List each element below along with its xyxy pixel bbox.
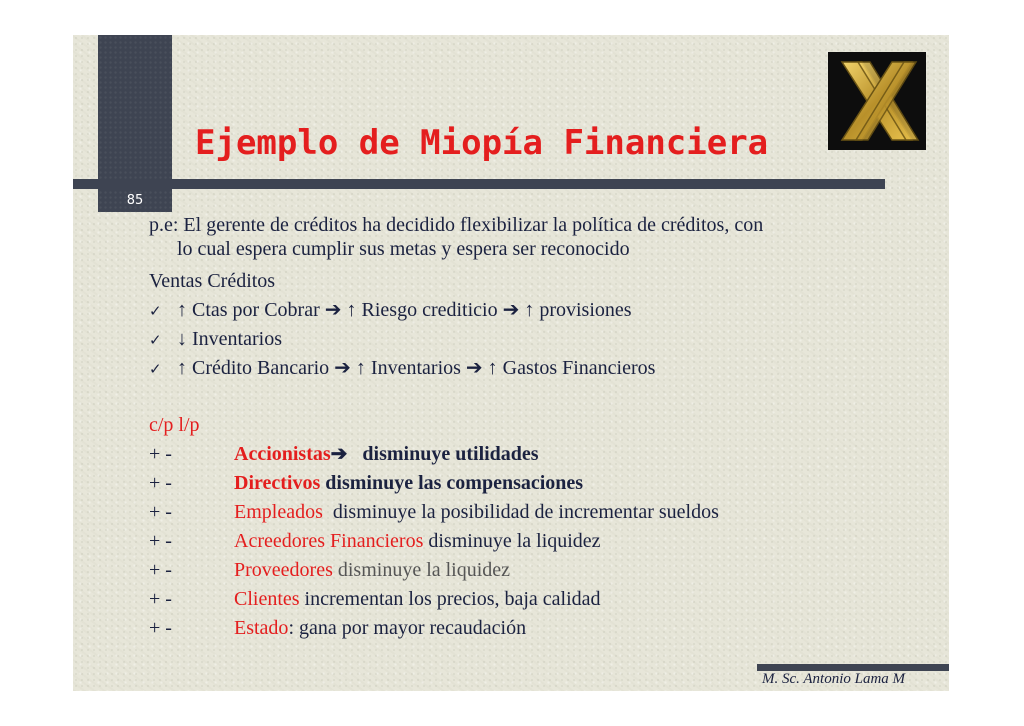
stakeholder-effect: disminuye las compensaciones <box>320 472 584 494</box>
sign: + - <box>149 443 172 465</box>
check-item <box>149 325 929 354</box>
stakeholder-row <box>149 498 929 527</box>
check-item-text: ↑ Ctas por Cobrar ➔ ↑ Riesgo crediticio ➔ ↑ provisiones <box>177 299 632 321</box>
stakeholder-row <box>149 440 929 469</box>
x-logo-icon <box>828 52 926 150</box>
footer-bar <box>757 664 949 671</box>
check-item <box>149 354 929 383</box>
intro-line-2: lo cual espera cumplir sus metas y espera ser reconocido <box>177 238 630 260</box>
stakeholder-effect: ➔ disminuye utilidades <box>330 443 539 465</box>
stakeholder-name: Directivos <box>234 472 321 494</box>
check-item-text: ↓ Inventarios <box>177 328 282 350</box>
stakeholder-effect: disminuye la posibilidad de incrementar sueldos <box>322 501 719 523</box>
stakeholder-name: Clientes <box>234 588 300 610</box>
sign: + - <box>149 501 172 523</box>
stakeholder-row <box>149 556 929 585</box>
stakeholder-name: Acreedores Financieros <box>234 530 424 552</box>
slide-body <box>149 213 929 643</box>
header-horizontal-bar <box>73 179 885 189</box>
cp-label: c/p l/p <box>149 414 200 436</box>
sign: + - <box>149 559 172 581</box>
stakeholder-name: Proveedores <box>234 559 333 581</box>
check-item <box>149 296 929 325</box>
stakeholder-effect: disminuye la liquidez <box>332 559 511 581</box>
stakeholder-effect: incrementan los precios, baja calidad <box>299 588 601 610</box>
checkmark-icon: ✓ <box>149 360 162 378</box>
sign: + - <box>149 588 172 610</box>
slide-number: 85 <box>126 193 144 208</box>
sign: + - <box>149 530 172 552</box>
stakeholder-effect: disminuye la liquidez <box>423 530 601 552</box>
sign: + - <box>149 617 172 639</box>
stakeholder-name: Empleados <box>234 501 323 523</box>
check-item-text: ↑ Crédito Bancario ➔ ↑ Inventarios ➔ ↑ Gastos Financieros <box>177 357 656 379</box>
stakeholder-row <box>149 527 929 556</box>
footer-author: M. Sc. Antonio Lama M <box>762 671 906 687</box>
checkmark-icon: ✓ <box>149 331 162 349</box>
sign: + - <box>149 472 172 494</box>
stakeholder-effect: : gana por mayor recaudación <box>288 617 527 639</box>
slide <box>73 35 949 691</box>
ventas-heading: Ventas Créditos <box>149 270 276 292</box>
stakeholder-row <box>149 614 929 643</box>
stakeholder-name: Estado <box>234 617 289 639</box>
stakeholder-row <box>149 585 929 614</box>
stakeholder-name: Accionistas <box>234 443 331 465</box>
checkmark-icon: ✓ <box>149 302 162 320</box>
stakeholder-row <box>149 469 929 498</box>
page-title: Ejemplo de Miopía Financiera <box>195 123 769 163</box>
intro-line-1: p.e: El gerente de créditos ha decidido flexibilizar la política de créditos, con <box>149 214 764 236</box>
